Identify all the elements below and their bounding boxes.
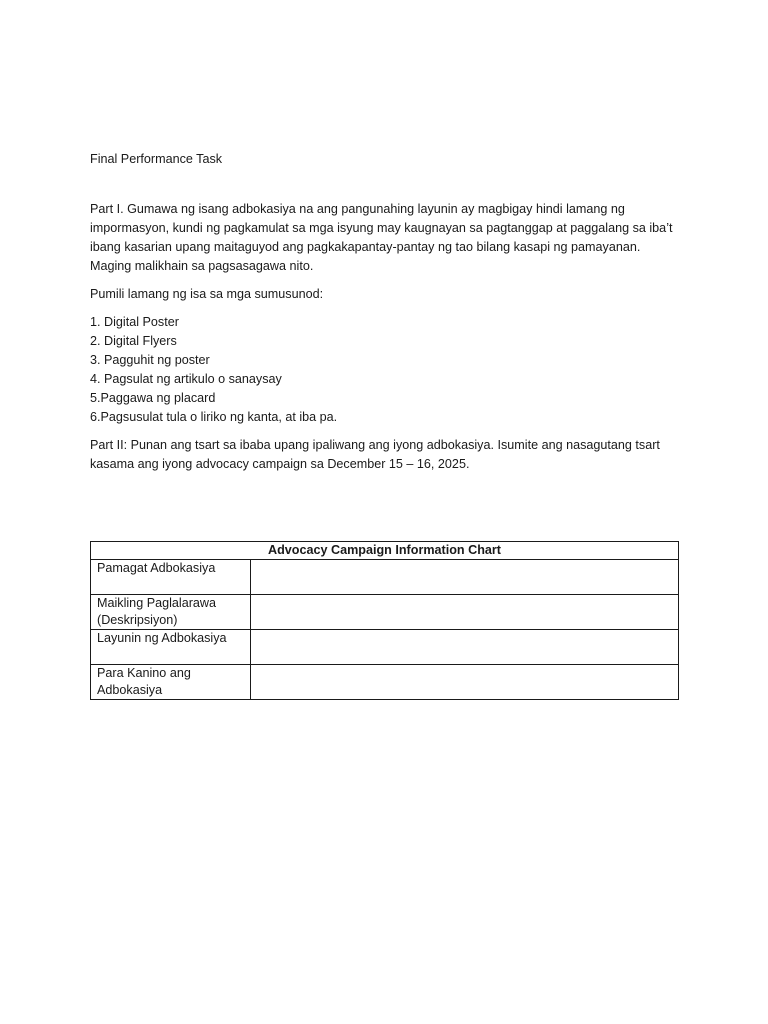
table-row: [91, 665, 679, 700]
options-list: [90, 313, 680, 427]
table-row: [91, 630, 679, 665]
row-label: Layunin ng Adbokasiya: [91, 630, 251, 665]
advocacy-information-chart: [90, 541, 679, 700]
list-item: 2. Digital Flyers: [90, 334, 177, 348]
list-item: 1. Digital Poster: [90, 315, 179, 329]
row-value-cell[interactable]: [251, 595, 679, 630]
row-label: Maikling Paglalarawa (Deskripsiyon): [91, 595, 251, 630]
document-body: [90, 150, 680, 474]
row-label: Para Kanino ang Adbokasiya: [91, 665, 251, 700]
document-title: Final Performance Task: [90, 152, 223, 166]
row-value-cell[interactable]: [251, 630, 679, 665]
row-value-cell[interactable]: [251, 560, 679, 595]
chart-header-row: [91, 542, 679, 560]
part-two-paragraph: Part II: Punan ang tsart sa ibaba upang ipaliwang ang iyong adbokasiya. Isumite ang nasagutang tsart kasama ang iyong advocacy campaign sa December 15 – 16, 2025.: [90, 438, 660, 471]
part-one-paragraph: Part I. Gumawa ng isang adbokasiya na ang pangunahing layunin ay magbigay hindi lamang ng impormasyon, kundi ng pagkamulat sa mga isyung may kaugnayan sa pagtanggap at paggalang sa iba’t ibang kasarian upang maitaguyod ang pagkakapantay-pantay ng tao bilang kasapi ng pamayanan. Maging malikhain sa pagsasagawa nito.: [90, 202, 673, 273]
row-label: Pamagat Adbokasiya: [91, 560, 251, 595]
table-row: [91, 560, 679, 595]
chart-header: Advocacy Campaign Information Chart: [91, 542, 679, 560]
list-item: 5.Paggawa ng placard: [90, 391, 216, 405]
table-row: [91, 595, 679, 630]
list-item: 3. Pagguhit ng poster: [90, 353, 210, 367]
row-value-cell[interactable]: [251, 665, 679, 700]
choose-instruction: Pumili lamang ng isa sa mga sumusunod:: [90, 287, 324, 301]
list-item: 4. Pagsulat ng artikulo o sanaysay: [90, 372, 282, 386]
list-item: 6.Pagsusulat tula o liriko ng kanta, at iba pa.: [90, 410, 338, 424]
